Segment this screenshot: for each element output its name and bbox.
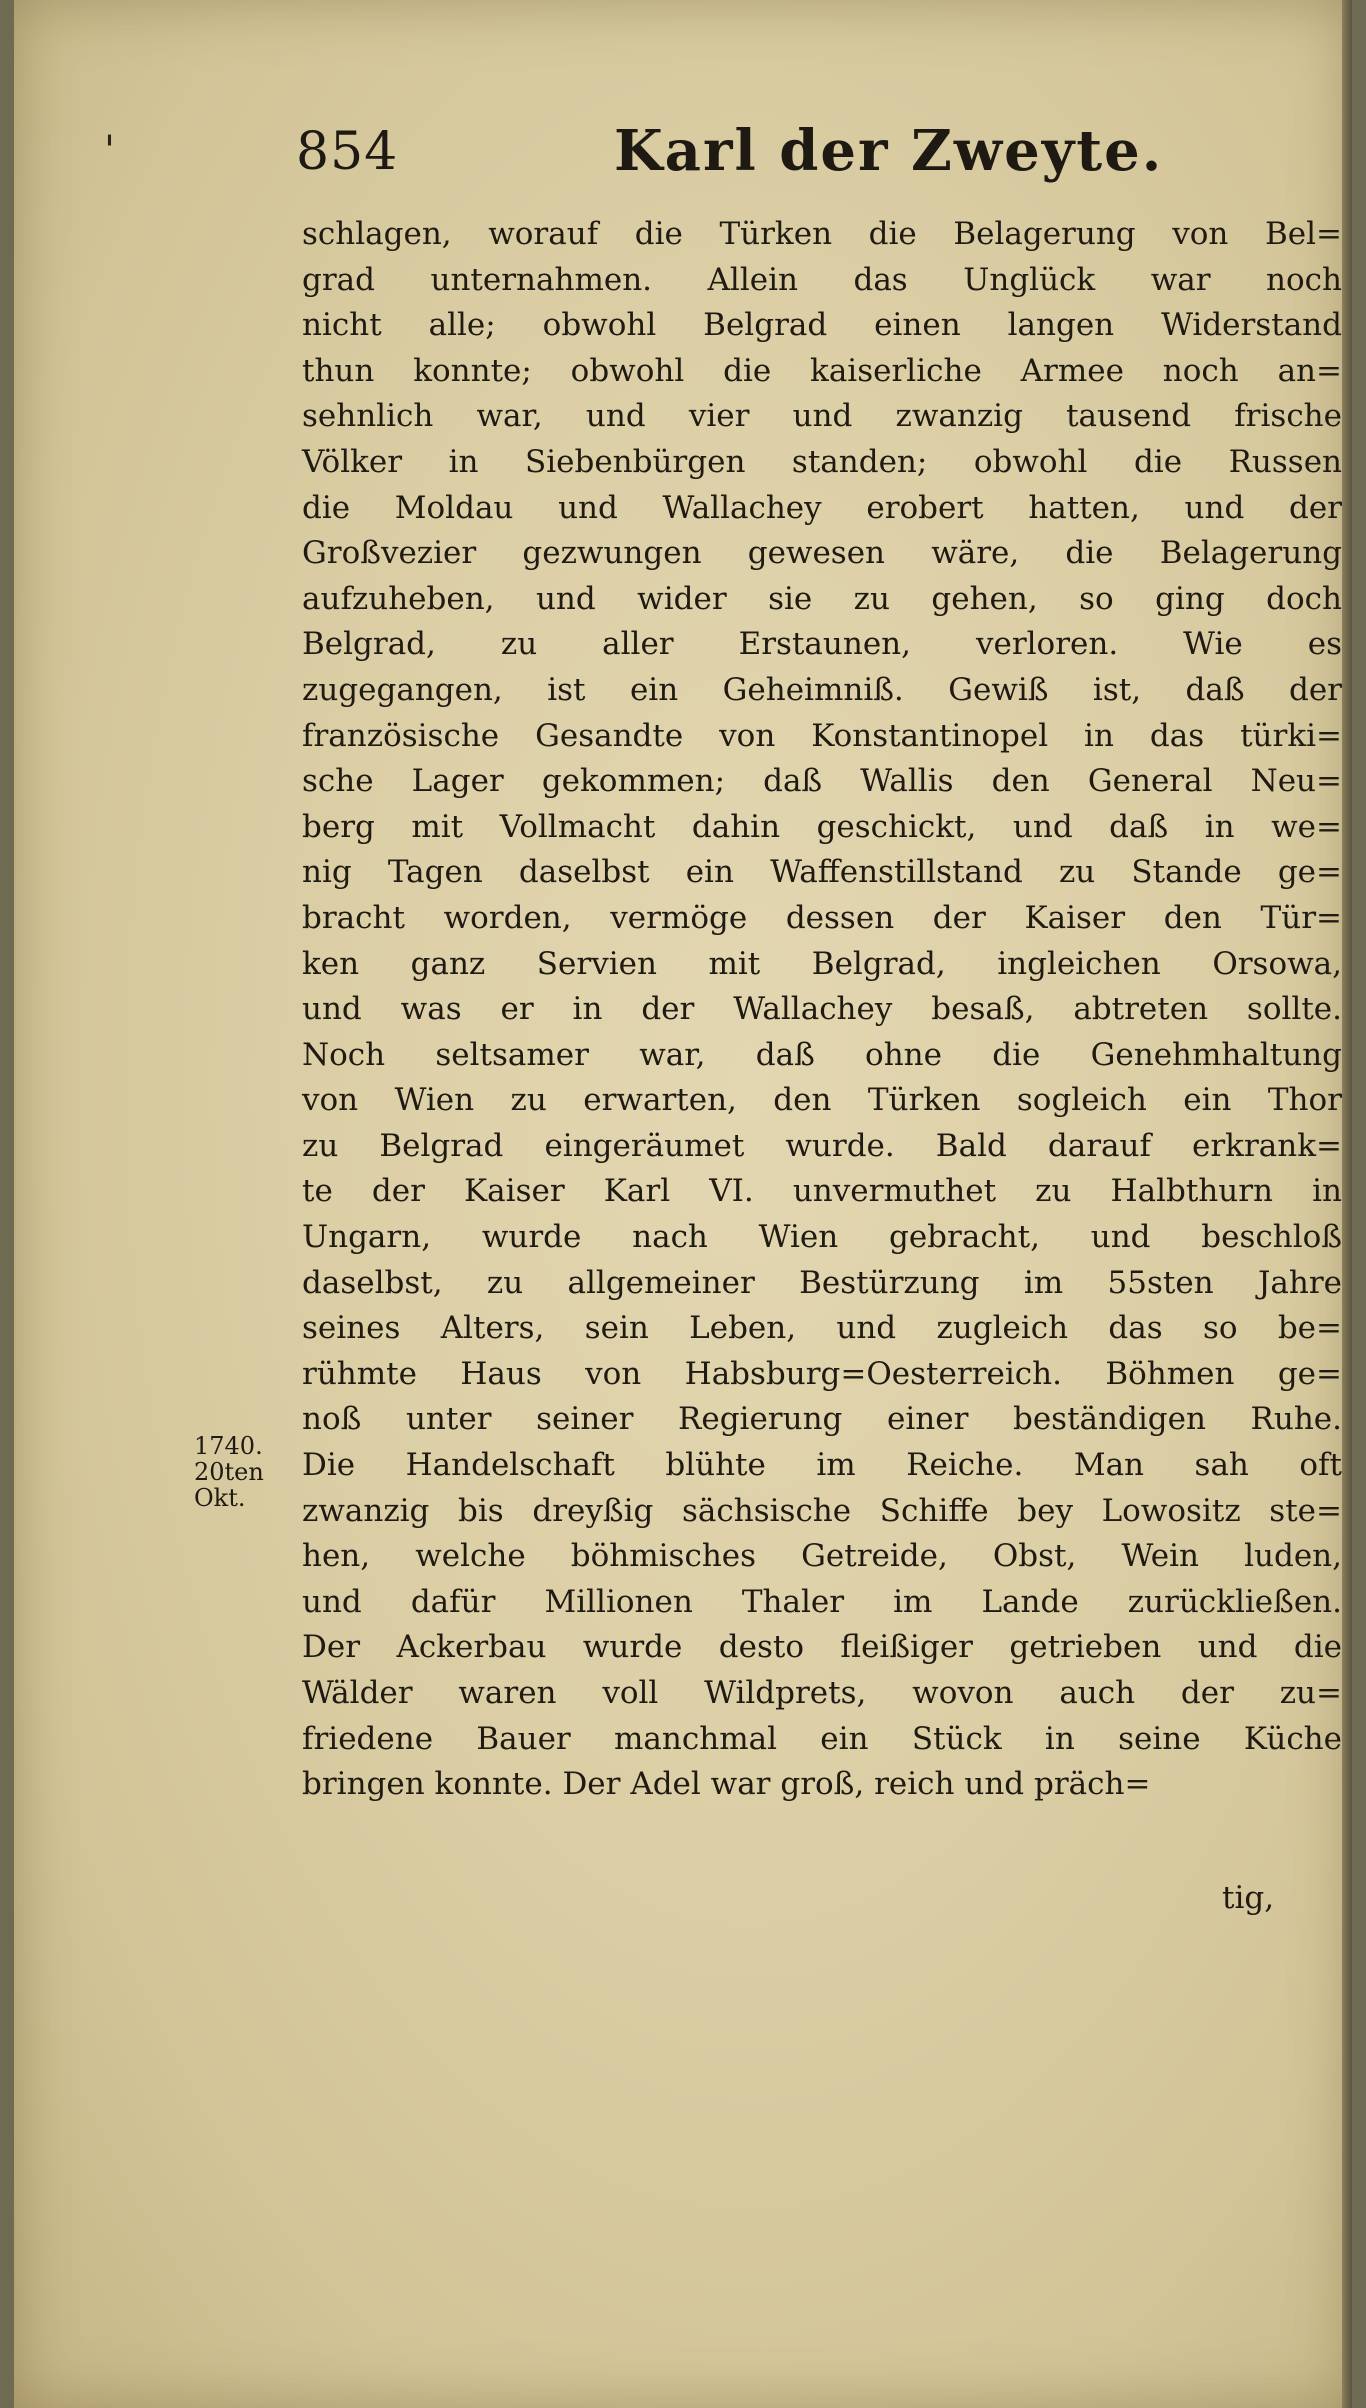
text-line: daselbst, zu allgemeiner Bestürzung im 55sten Jahre (302, 1264, 1342, 1301)
text-line: thun konnte; obwohl die kaiserliche Armee noch an= (302, 352, 1342, 389)
text-line: hen, welche böhmisches Getreide, Obst, Wein luden, (302, 1538, 1342, 1575)
text-line: die Moldau und Wallachey erobert hatten, und der (302, 489, 1342, 526)
text-line: französische Gesandte von Konstantinopel in das türki= (302, 717, 1342, 754)
text-line: noß unter seiner Regierung einer beständigen Ruhe. (302, 1401, 1342, 1438)
text-line: Wälder waren voll Wildprets, wovon auch der zu= (302, 1675, 1342, 1711)
text-line: friedene Bauer manchmal ein Stück in seine Küche (302, 1720, 1342, 1757)
margin-mark: ' (104, 128, 115, 174)
text-line: und was er in der Wallachey besaß, abtreten sollte. (302, 991, 1342, 1028)
text-line: nicht alle; obwohl Belgrad einen langen Widerstand (302, 307, 1342, 344)
text-line: Der Ackerbau wurde desto fleißiger getrieben und die (302, 1629, 1342, 1666)
text-line: Die Handelschaft blühte im Reiche. Man sah oft (302, 1447, 1342, 1484)
running-head (14, 108, 1352, 198)
text-line: sche Lager gekommen; daß Wallis den General Neu= (302, 763, 1342, 800)
text-line: bracht worden, vermöge dessen der Kaiser den Tür= (302, 899, 1342, 936)
text-line: te der Kaiser Karl VI. unvermuthet zu Halbthurn in (302, 1173, 1342, 1210)
text-line: und dafür Millionen Thaler im Lande zurückließen. (302, 1583, 1342, 1620)
text-line: berg mit Vollmacht dahin geschickt, und daß in we= (302, 808, 1342, 845)
page-number: 854 (296, 122, 399, 182)
text-line: Großvezier gezwungen gewesen wäre, die Belagerung (302, 535, 1342, 572)
text-line: rühmte Haus von Habsburg=Oesterreich. Böhmen ge= (302, 1355, 1342, 1392)
text-line: zu Belgrad eingeräumet wurde. Bald darauf erkrank= (302, 1127, 1342, 1164)
text-line: seines Alters, sein Leben, und zugleich das so be= (302, 1310, 1342, 1347)
text-line: schlagen, worauf die Türken die Belagerung von Bel= (302, 216, 1342, 252)
side-note-month: Okt. (194, 1484, 246, 1512)
text-line: aufzuheben, und wider sie zu gehen, so ging doch (302, 580, 1342, 617)
text-line: sehnlich war, und vier und zwanzig tausend frische (302, 398, 1342, 435)
side-note-year: 1740. (194, 1432, 263, 1460)
text-line: nig Tagen daselbst ein Waffenstillstand zu Stande ge= (302, 854, 1342, 891)
text-line: zugegangen, ist ein Geheimniß. Gewiß ist, daß der (302, 671, 1342, 708)
text-line: ken ganz Servien mit Belgrad, ingleichen Orsowa, (302, 945, 1342, 982)
text-line: Belgrad, zu aller Erstaunen, verloren. Wie es (302, 626, 1342, 663)
text-line: Noch seltsamer war, daß ohne die Genehmhaltung (302, 1036, 1342, 1073)
text-line: grad unternahmen. Allein das Unglück war noch (302, 261, 1342, 298)
text-line: von Wien zu erwarten, den Türken sogleich ein Thor (302, 1082, 1342, 1119)
catchword: tig, (1222, 1880, 1275, 1916)
side-note-day: 20ten (194, 1458, 264, 1486)
marginal-date-note (194, 1433, 294, 1511)
book-page (14, 0, 1352, 2408)
text-line: zwanzig bis dreyßig sächsische Schiffe bey Lowositz ste= (302, 1492, 1342, 1529)
page-edge (1342, 0, 1352, 2408)
body-text (302, 212, 1342, 1808)
running-title: Karl der Zweyte. (614, 118, 1164, 184)
text-line: bringen konnte. Der Adel war groß, reich und präch= (302, 1766, 1151, 1803)
text-line: Völker in Siebenbürgen standen; obwohl die Russen (302, 443, 1342, 480)
text-line: Ungarn, wurde nach Wien gebracht, und beschloß (302, 1219, 1342, 1256)
